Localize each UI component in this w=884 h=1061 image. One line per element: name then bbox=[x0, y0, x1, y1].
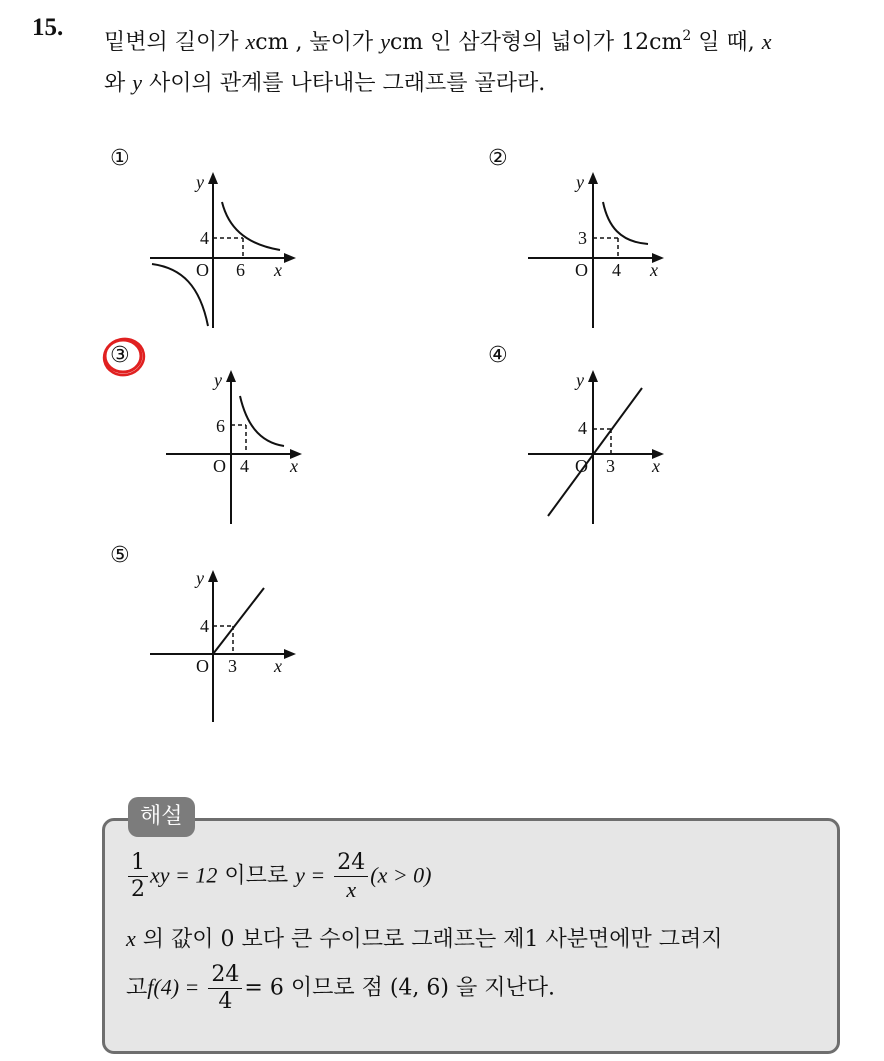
x-axis-label: x bbox=[274, 656, 282, 676]
y-axis-label: y bbox=[196, 568, 204, 588]
x-tick-label: 4 bbox=[612, 260, 621, 280]
origin-label: O bbox=[575, 456, 588, 476]
question-text-part: 와 bbox=[104, 71, 133, 96]
y-tick-label: 4 bbox=[200, 228, 209, 248]
solution-line-3 bbox=[126, 962, 555, 1015]
x-axis-label: x bbox=[290, 456, 298, 476]
y-tick-label: 3 bbox=[578, 228, 587, 248]
origin-label: O bbox=[575, 260, 588, 280]
solution-line-2 bbox=[126, 922, 723, 953]
question-text-part: cm 인 삼각형의 넓이가 12cm bbox=[389, 30, 683, 55]
math-expression: f(4) = bbox=[147, 974, 200, 1000]
choice-4-label[interactable]: ④ bbox=[488, 343, 508, 368]
solution-text: 고 bbox=[126, 975, 148, 1001]
question-text bbox=[104, 16, 874, 104]
solution-text: 의 값이 0 보다 큰 수이므로 그래프는 제1 사분면에만 그려지 bbox=[135, 927, 723, 952]
variable-y: y bbox=[132, 70, 143, 95]
question-text-part: 밑변의 길이가 bbox=[104, 30, 246, 55]
y-axis-label: y bbox=[576, 370, 584, 390]
x-tick-label: 3 bbox=[606, 456, 615, 476]
math-expression: = 6 bbox=[244, 975, 284, 1001]
variable-x: x bbox=[126, 926, 136, 951]
choice-1-label[interactable]: ① bbox=[110, 146, 130, 171]
question-number: 15. bbox=[32, 14, 64, 41]
graph-choice-4 bbox=[520, 366, 680, 528]
origin-label: O bbox=[196, 656, 209, 676]
variable-y: y bbox=[380, 29, 390, 54]
fraction: $\frac{24}{4}$ bbox=[208, 962, 242, 1015]
graph-choice-5 bbox=[140, 564, 300, 726]
solution-text: 이므로 점 (4, 6) 을 지난다. bbox=[283, 975, 555, 1001]
x-axis-label: x bbox=[274, 260, 282, 280]
y-axis-label: y bbox=[214, 370, 222, 390]
math-expression: (x > 0) bbox=[370, 862, 432, 888]
variable-x: x bbox=[761, 29, 772, 54]
x-tick-label: 3 bbox=[228, 656, 237, 676]
choice-3-label[interactable]: ③ bbox=[110, 343, 130, 368]
graph-choice-2 bbox=[520, 168, 680, 330]
y-axis-label: y bbox=[576, 172, 584, 192]
fraction: $\frac{24}{x}$ bbox=[334, 850, 368, 903]
solution-tag: 해설 bbox=[128, 797, 195, 837]
superscript: 2 bbox=[682, 28, 692, 44]
y-tick-label: 4 bbox=[200, 616, 209, 636]
origin-label: O bbox=[213, 456, 226, 476]
x-tick-label: 6 bbox=[236, 260, 245, 280]
question-text-part: 일 때, bbox=[691, 30, 762, 55]
selection-circle-mark bbox=[100, 334, 150, 380]
choice-2-label[interactable]: ② bbox=[488, 146, 508, 171]
choice-5-label[interactable]: ⑤ bbox=[110, 543, 130, 568]
graph-choice-1 bbox=[140, 168, 300, 330]
y-tick-label: 6 bbox=[216, 416, 225, 436]
math-expression: y = bbox=[295, 862, 326, 888]
solution-text: 이므로 bbox=[217, 863, 296, 889]
x-axis-label: x bbox=[650, 260, 658, 280]
graph-choice-3 bbox=[158, 366, 318, 528]
x-axis-label: x bbox=[652, 456, 660, 476]
x-tick-label: 4 bbox=[240, 456, 249, 476]
origin-label: O bbox=[196, 260, 209, 280]
y-axis-label: y bbox=[196, 172, 204, 192]
solution-line-1 bbox=[126, 850, 432, 903]
question-text-part: cm , 높이가 bbox=[255, 30, 381, 55]
variable-x: x bbox=[245, 29, 256, 54]
y-tick-label: 4 bbox=[578, 418, 587, 438]
math-expression: xy = 12 bbox=[150, 862, 218, 888]
fraction: $\frac{1}{2}$ bbox=[128, 850, 148, 903]
question-text-part: 사이의 관계를 나타내는 그래프를 골라라. bbox=[142, 71, 546, 96]
